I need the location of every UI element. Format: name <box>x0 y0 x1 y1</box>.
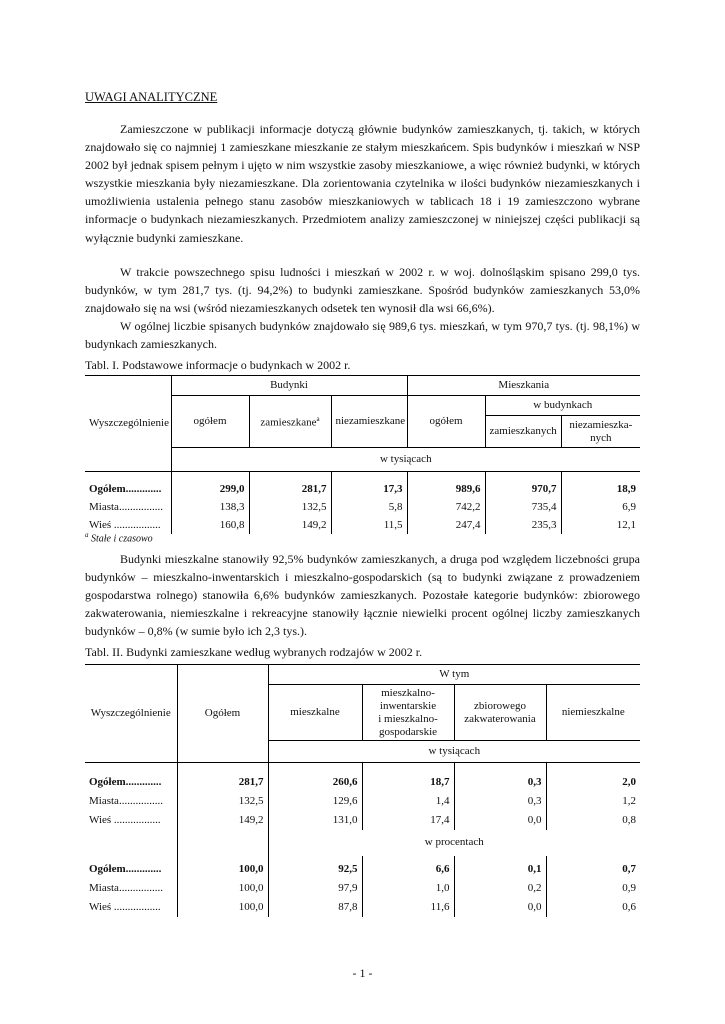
t1-header-budynki: Budynki <box>171 376 407 396</box>
t1-unit: w tysiącach <box>379 453 432 465</box>
t1-header-ogolem-m: ogółem <box>407 396 485 448</box>
table-row: Ogółem............. 299,0 281,7 17,3 989,6 970,7 18,9 <box>85 480 640 498</box>
t1-header-zamieszkane: zamieszkane$^a$ <box>249 396 331 448</box>
t1-header-zamieszkanych: zamieszkanych <box>485 416 561 448</box>
table1-caption: Tabl. I. Podstawowe informacje o budynkach w 2002 r. <box>85 358 351 372</box>
t2-header-zbiorowego: zbiorowego zakwaterowania <box>454 685 546 741</box>
t1-header-niezamieszkane: niezamieszkane <box>331 396 407 448</box>
t2-header-spec: Wyszczególnienie <box>85 665 177 763</box>
t1-header-mieszkania: Mieszkania <box>407 376 640 396</box>
t1-header-spec: Wyszczególnienie <box>85 376 171 472</box>
paragraph-types: Budynki mieszkalne stanowiły 92,5% budynków zamieszkanych, a druga pod względem liczebności grupa budynków – mieszkalno-inwentarskich i mieszkalno-gospodarskich (są to budynki związane z prowadzeniem gospodarstwa rolnego) stanowiła 6,6% budynków zamieszkanych. Pozostałe kategorie budynków: zbiorowego zakwaterowania, niemieszkalne i rekreacyjne stanowiły łącznie niewielki procent ogólnej liczby zamieszkanych budynków – 0,8% (w sumie było ich 2,3 tys.). <box>85 552 640 639</box>
table-row: Ogółem............. 100,0 92,5 6,6 0,1 0,7 <box>85 860 640 879</box>
t2-header-ogolem: Ogółem <box>177 665 268 763</box>
table-row: Miasta................ 138,3 132,5 5,8 742,2 735,4 6,9 <box>85 498 640 516</box>
table-basic-info <box>85 375 640 534</box>
paragraph-census: W trakcie powszechnego spisu ludności i mieszkań w 2002 r. w woj. dolnośląskim spisano 299,0 tys. budynków, w tym 281,7 tys. (tj. 94,2%) to budynki zamieszkane. Spośród budynków zamieszkanych 53,0% znajdowało się na wsi (wśród niezamieszkanych odsetek ten wynosił dla wsi 66,6%). <box>85 265 640 316</box>
t2-header-wtym: W tym <box>268 665 640 685</box>
table-row: Wieś ................. 149,2 131,0 17,4 0,0 0,8 <box>85 811 640 830</box>
t2-header-mieszkalne: mieszkalne <box>268 685 362 741</box>
paragraph-intro: Zamieszczone w publikacji informacje dotyczą głównie budynków zamieszkanych, tj. takich, w których znajdowało się co najmniej 1 zamieszkane mieszkanie ze stałym mieszkańcem. Spis budynków i mieszkań w NSP 2002 był jednak spisem pełnym i ujęto w nim wszystkie zasoby mieszkaniowe, a więc również budynki, w których wszystkie mieszkania były niezamieszkane. Dla zorientowania czytelnika w ilości budynków niezamieszkanych i umożliwienia ustalenia pełnego stanu zasobów mieszkaniowych w tablicach 18 i 19 zamieszczono wybrane informacje o budynkach niezamieszkanych. Przedmiotem analizy zamieszczonej w niniejszej części publikacji są wyłącznie budynki zamieszkane. <box>85 122 640 245</box>
table-row: Wieś ................. 100,0 87,8 11,6 0,0 0,6 <box>85 898 640 917</box>
table-building-types <box>85 664 640 917</box>
t2-unit-percent: w procentach <box>424 836 484 848</box>
section-heading: UWAGI ANALITYCZNE <box>85 90 218 104</box>
footnote: $^a$ Stałe i czasowo <box>85 531 153 545</box>
t2-unit-thousands: w tysiącach <box>428 745 481 757</box>
table-row: Wieś ................. 160,8 149,2 11,5 247,4 235,3 12,1 <box>85 516 640 534</box>
t2-header-mieszk-inw: mieszkalno- inwentarskie i mieszkalno- gospodarskie <box>362 685 454 741</box>
table2-caption: Tabl. II. Budynki zamieszkane według wybranych rodzajów w 2002 r. <box>85 645 423 659</box>
table-row: Miasta................ 100,0 97,9 1,0 0,2 0,9 <box>85 879 640 898</box>
page-number: - 1 - <box>352 966 373 980</box>
table-row: Miasta................ 132,5 129,6 1,4 0,3 1,2 <box>85 792 640 811</box>
t1-header-ogolem-b: ogółem <box>171 396 249 448</box>
paragraph-dwellings: W ogólnej liczbie spisanych budynków znajdowało się 989,6 tys. mieszkań, w tym 970,7 tys. (tj. 98,1%) w budynkach zamieszkanych. <box>85 319 640 352</box>
table-row: Ogółem............. 281,7 260,6 18,7 0,3 2,0 <box>85 773 640 792</box>
t2-header-niemieszkalne: niemieszkalne <box>546 685 640 741</box>
t1-header-w-budynkach: w budynkach <box>485 396 640 416</box>
t1-header-niezamieszkanych: niezamieszka- nych <box>561 416 640 448</box>
